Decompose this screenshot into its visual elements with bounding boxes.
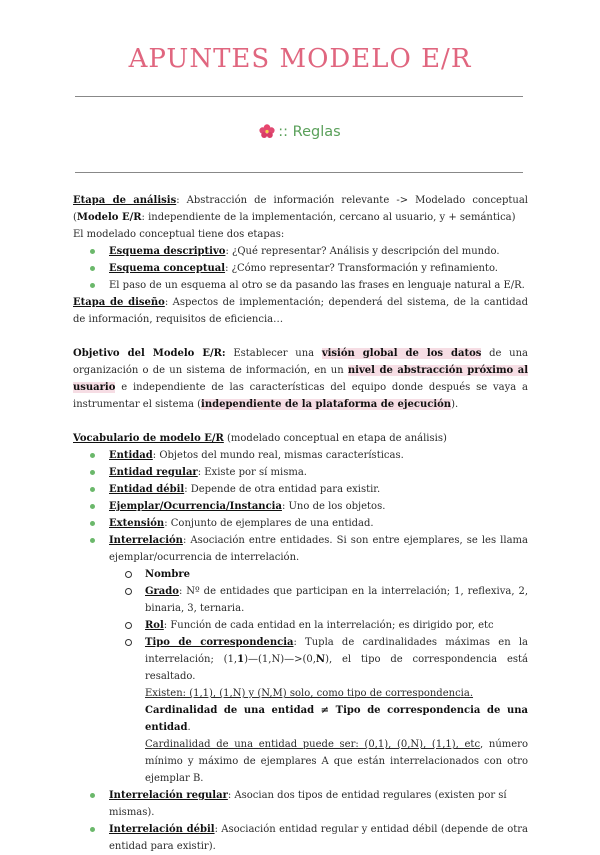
existen-text: Existen: (1,1), (1,N) y (N,M) solo, como tipo de correspondencia. xyxy=(145,688,474,699)
vocab-item-text: : Depende de otra entidad para existir. xyxy=(184,484,381,495)
objective-text: Establecer una xyxy=(225,348,322,359)
objective-text: ). xyxy=(451,399,459,410)
list-item xyxy=(73,821,528,855)
vocab-item-term: Interrelación débil xyxy=(109,824,215,835)
sub-item-text: )—(1,N)—>(0, xyxy=(244,654,316,665)
cardinality-text: , número mínimo y máximo de ejemplares A que están interrelacionados con otro ejemplar B. xyxy=(145,739,528,784)
vocab-item-text: : Asocian dos tipos de entidad regulares (existen por sí mismas). xyxy=(109,790,507,818)
divider-bottom xyxy=(75,172,523,173)
list-item xyxy=(73,277,528,294)
sub-item-text: : Función de cada entidad en la interrelación; es dirigido por, etc xyxy=(163,620,494,631)
vocab-item-term: Extensión xyxy=(109,518,165,529)
vocab-item-text: : Conjunto de ejemplares de una entidad. xyxy=(164,518,374,529)
sub-item-text: : Tupla de cardinalidades máximas en la interrelación; (1, xyxy=(145,637,528,665)
list-item xyxy=(73,260,528,277)
highlight-abstraction: nivel de abstracción próximo al usuario xyxy=(73,365,528,393)
objective-term: Objetivo del Modelo E/R: xyxy=(73,348,226,359)
objective-text: e independiente de las características del equipo donde después se vaya a instrumentar el sistema ( xyxy=(73,382,528,410)
highlight-global-view: visión global de los datos xyxy=(321,348,482,359)
sub-item-term: Nombre xyxy=(145,569,191,580)
sub-item-term: Rol xyxy=(145,620,164,631)
notes-content xyxy=(73,192,528,855)
design-term: Etapa de diseño xyxy=(73,297,165,308)
sub-item-rol xyxy=(109,617,528,634)
list-item xyxy=(73,464,528,481)
sub-item-nombre xyxy=(109,566,528,583)
vocab-item-text: : Asociación entidad regular y entidad débil (depende de otra entidad para existir). xyxy=(109,824,528,852)
vocab-item-text: : Asociación entre entidades. Si son entre ejemplares, se les llama ejemplar/ocurrencia de interrelación. xyxy=(109,535,528,563)
vocab-item-term: Interrelación regular xyxy=(109,790,228,801)
list-item xyxy=(73,481,528,498)
vocab-item-term: Entidad xyxy=(109,450,153,461)
vocab-item-term: Entidad regular xyxy=(109,467,198,478)
vocab-item-text: : Existe por sí misma. xyxy=(197,467,307,478)
analysis-text: : Abstracción de información relevante -> Modelado conceptual ( xyxy=(73,195,528,223)
list-item xyxy=(73,515,528,532)
vocab-item-text: : Uno de los objetos. xyxy=(281,501,386,512)
list-item xyxy=(73,498,528,515)
stage-text: : ¿Qué representar? Análisis y descripción del mundo. xyxy=(225,246,500,257)
vocab-list xyxy=(73,447,528,855)
cardinality-heading: Cardinalidad de una entidad ≠ Tipo de correspondencia de una entidad xyxy=(145,705,528,733)
vocab-term: Vocabulario de modelo E/R xyxy=(73,433,224,444)
cardinality-dot: . xyxy=(187,722,191,733)
vocab-item-term: Entidad débil xyxy=(109,484,185,495)
vocab-item-term: Ejemplar/Ocurrencia/Instancia xyxy=(109,501,282,512)
sub-item-term: Tipo de correspondencia xyxy=(145,637,294,648)
sub-item-bold: 1 xyxy=(237,654,245,665)
relationship-sublist xyxy=(109,566,528,787)
stages-list xyxy=(73,243,528,294)
design-text: : Aspectos de implementación; dependerá del sistema, de la cantidad de información, requisitos de eficiencia… xyxy=(73,297,528,325)
vocab-heading xyxy=(73,430,528,447)
model-er-term: Modelo E/R xyxy=(76,212,142,223)
two-stages-text: El modelado conceptual tiene dos etapas: xyxy=(73,229,285,240)
sub-item-text: ), el tipo de correspondencia está resaltado. xyxy=(145,654,528,682)
list-item xyxy=(73,532,528,787)
stage-text: : ¿Cómo representar? Transformación y refinamiento. xyxy=(225,263,498,274)
sub-item-term: Grado xyxy=(145,586,179,597)
sub-item-grado xyxy=(109,583,528,617)
design-paragraph xyxy=(73,294,528,328)
list-item xyxy=(73,243,528,260)
list-item xyxy=(73,447,528,464)
vocab-item-text: : Objetos del mundo real, mismas características. xyxy=(152,450,404,461)
stage-text: El paso de un esquema al otro se da pasando las frases en lenguaje natural a E/R. xyxy=(109,280,525,291)
analysis-text-2: : independiente de la implementación, cercano al usuario, y + semántica) xyxy=(141,212,516,223)
sub-item-bold: N xyxy=(315,654,326,665)
section-subtitle xyxy=(0,124,600,140)
analysis-term: Etapa de análisis xyxy=(73,195,177,206)
objective-paragraph xyxy=(73,345,528,413)
objective-text: de una organización o de un sistema de información, en un xyxy=(73,348,528,376)
cardinality-values: Cardinalidad de una entidad puede ser: (0,1), (0,N), (1,1), etc xyxy=(145,739,481,750)
hibiscus-icon xyxy=(259,124,275,138)
divider-top xyxy=(75,96,523,97)
subtitle-text: :: Reglas xyxy=(278,124,341,140)
list-item xyxy=(73,787,528,821)
stage-term: Esquema conceptual xyxy=(109,263,226,274)
sub-item-text: : Nº de entidades que participan en la interrelación; 1, reflexiva, 2, binaria, 3, ternaria. xyxy=(145,586,528,614)
stage-term: Esquema descriptivo xyxy=(109,246,226,257)
sub-item-tipo xyxy=(109,634,528,787)
vocab-item-term: Interrelación xyxy=(109,535,183,546)
page-title: APUNTES MODELO E/R xyxy=(128,44,472,74)
vocab-text: (modelado conceptual en etapa de análisis) xyxy=(223,433,447,444)
analysis-paragraph xyxy=(73,192,528,226)
highlight-platform: independiente de la plataforma de ejecución xyxy=(201,399,452,410)
